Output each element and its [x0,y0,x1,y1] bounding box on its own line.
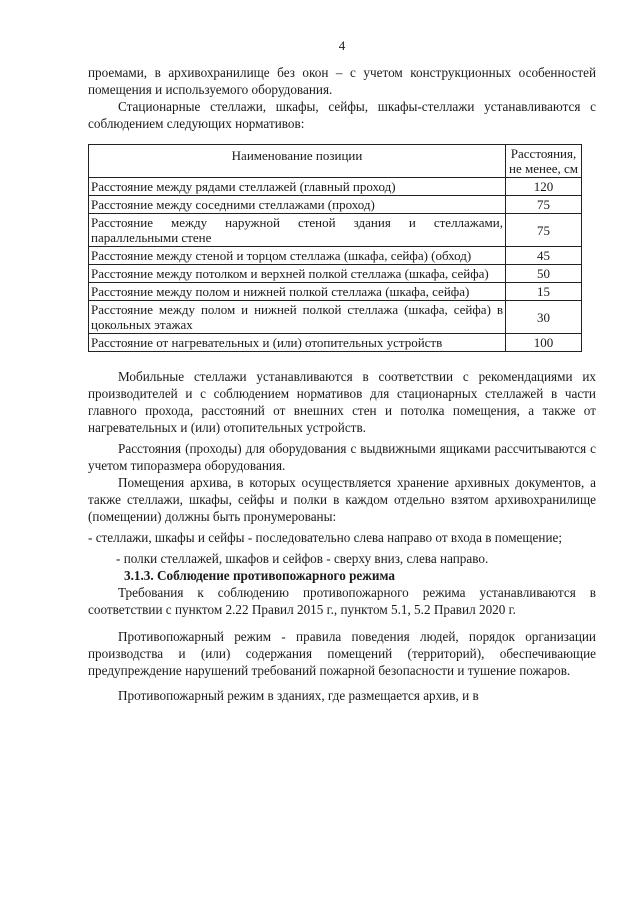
row-name: Расстояние между рядами стеллажей (главный проход) [89,178,506,196]
table-row [89,265,582,283]
paragraph-fire-buildings: Противопожарный режим в зданиях, где размещается архив, и в [118,688,479,703]
row-value: 100 [506,334,582,352]
row-name: Расстояние от нагревательных и (или) отопительных устройств [89,334,506,352]
row-name: Расстояние между полом и нижней полкой стеллажа (шкафа, сейфа) [89,283,506,301]
intro-paragraph-2: Стационарные стеллажи, шкафы, сейфы, шкафы-стеллажи устанавливаются с соблюдением следующих нормативов: [88,99,596,131]
list-item: - стеллажи, шкафы и сейфы - последовательно слева направо от входа в помещение; [88,530,563,545]
row-value: 120 [506,178,582,196]
table-row [89,247,582,265]
distance-norms-table [88,144,582,352]
section-heading: 3.1.3. Соблюдение противопожарного режима [124,568,395,583]
table-row [89,283,582,301]
intro-paragraph-1: проемами, в архивохранилище без окон – с учетом конструкционных особенностей помещения и используемого оборудования. [88,65,596,97]
paragraph-fire-definition: Противопожарный режим - правила поведения людей, порядок организации производства и (или) содержания помещений (территорий), обеспечивающие предупреждение нарушений требований пожарной безопасности и тушение пожаров. [88,629,596,678]
row-value: 75 [506,214,582,247]
row-name: Расстояние между наружной стеной здания и стеллажами, параллельными стене [89,214,506,247]
table-row [89,178,582,196]
table-row [89,301,582,334]
table-row [89,334,582,352]
header-distance: Расстояния, не менее, см [506,145,582,178]
row-value: 50 [506,265,582,283]
paragraph-drawer-equipment: Расстояния (проходы) для оборудования с выдвижными ящиками рассчитываются с учетом типоразмера оборудования. [88,441,596,473]
row-name: Расстояние между потолком и верхней полкой стеллажа (шкафа, сейфа) [89,265,506,283]
row-value: 75 [506,196,582,214]
table-header-row [89,145,582,178]
row-name: Расстояние между полом и нижней полкой стеллажа (шкафа, сейфа) в цокольных этажах [89,301,506,334]
paragraph-numbering: Помещения архива, в которых осуществляется хранение архивных документов, а также стеллажи, шкафы, сейфы и полки в каждом отдельно взятом архивохранилище (помещении) должны быть пронумерованы: [88,475,596,524]
list-item: - полки стеллажей, шкафов и сейфов - сверху вниз, слева направо. [116,551,489,566]
row-value: 45 [506,247,582,265]
row-value: 30 [506,301,582,334]
row-name: Расстояние между соседними стеллажами (проход) [89,196,506,214]
header-position-name: Наименование позиции [89,145,506,178]
page-number: 4 [338,38,346,53]
paragraph-mobile-shelving: Мобильные стеллажи устанавливаются в соответствии с рекомендациями их производителей и с соблюдением нормативов для стационарных стеллажей в части главного прохода, расстояний от внешних стен и потолка помещения, а также от нагревательных и (или) отопительных устройств. [88,369,596,435]
row-value: 15 [506,283,582,301]
table-row [89,196,582,214]
paragraph-fire-requirements: Требования к соблюдению противопожарного режима устанавливаются в соответствии с пунктом 2.22 Правил 2015 г., пунктом 5.1, 5.2 Правил 2020 г. [88,585,596,617]
table-row [89,214,582,247]
row-name: Расстояние между стеной и торцом стеллажа (шкафа, сейфа) (обход) [89,247,506,265]
